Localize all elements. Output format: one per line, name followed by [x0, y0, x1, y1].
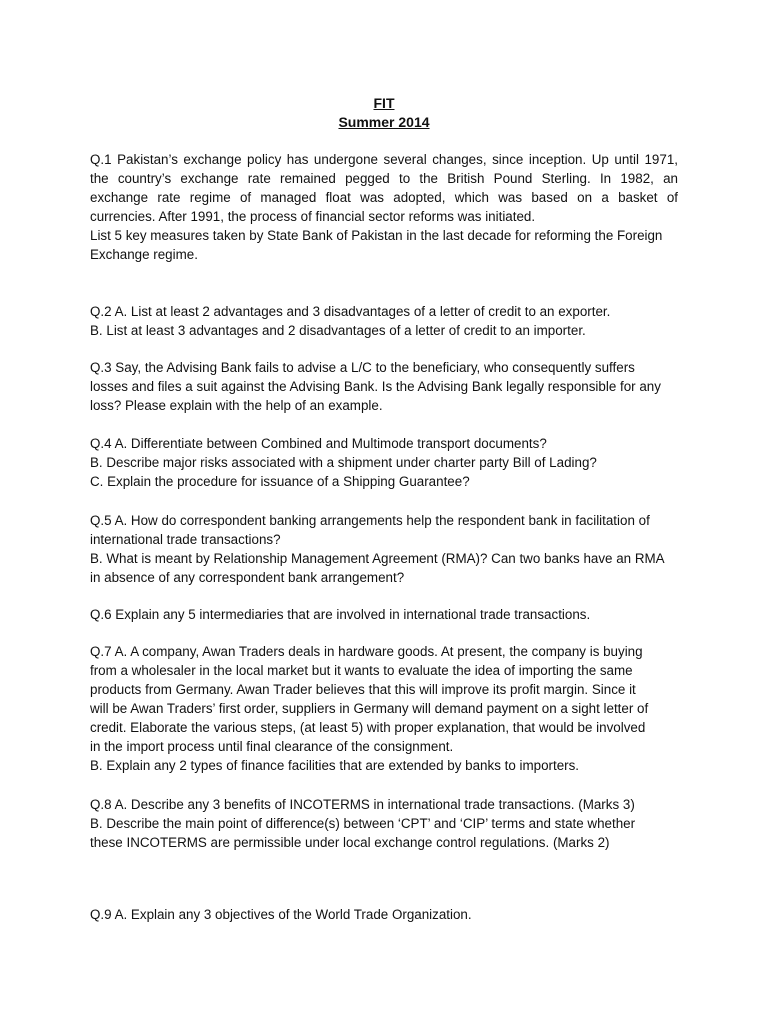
question-line: Q.9 A. Explain any 3 objectives of the World Trade Organization. — [90, 907, 472, 922]
question-8 — [90, 795, 678, 852]
question-4 — [90, 434, 678, 491]
question-line: B. Describe the main point of difference(s) between ‘CPT’ and ‘CIP’ terms and state whether — [90, 816, 636, 831]
question-line: currencies. After 1991, the process of financial sector reforms was initiated. — [90, 209, 536, 224]
question-line: Q.1 Pakistan’s exchange policy has undergone several changes, since inception. Up until 1971, — [90, 152, 678, 167]
question-line: exchange rate regime of managed float was adopted, which was based on a basket of — [90, 190, 678, 205]
question-line: B. Describe major risks associated with a shipment under charter party Bill of Lading? — [90, 455, 597, 470]
question-line: Q.8 A. Describe any 3 benefits of INCOTERMS in international trade transactions. (Marks 3) — [90, 797, 635, 812]
question-line: products from Germany. Awan Trader believes that this will improve its profit margin. Since it — [90, 682, 636, 697]
question-line: B. What is meant by Relationship Management Agreement (RMA)? Can two banks have an RMA — [90, 551, 665, 566]
question-line: B. List at least 3 advantages and 2 disadvantages of a letter of credit to an importer. — [90, 323, 586, 338]
question-line: in absence of any correspondent bank arrangement? — [90, 570, 405, 585]
question-line: will be Awan Traders’ first order, suppliers in Germany will demand payment on a sight letter of — [90, 701, 649, 716]
question-1 — [90, 150, 678, 264]
question-5 — [90, 511, 678, 587]
question-line: Q.7 A. A company, Awan Traders deals in hardware goods. At present, the company is buying — [90, 644, 643, 659]
question-2 — [90, 302, 678, 340]
question-9 — [90, 905, 678, 924]
question-line: List 5 key measures taken by State Bank of Pakistan in the last decade for reforming the Foreign — [90, 228, 663, 243]
question-line: these INCOTERMS are permissible under local exchange control regulations. (Marks 2) — [90, 835, 610, 850]
document-subtitle: Summer 2014 — [338, 114, 430, 130]
question-line: Q.3 Say, the Advising Bank fails to advise a L/C to the beneficiary, who consequently suffers — [90, 360, 635, 375]
question-line: Exchange regime. — [90, 247, 198, 262]
question-line: Q.2 A. List at least 2 advantages and 3 disadvantages of a letter of credit to an exporter. — [90, 304, 611, 319]
question-6 — [90, 605, 678, 624]
question-line: B. Explain any 2 types of finance facilities that are extended by banks to importers. — [90, 758, 580, 773]
question-line: Q.4 A. Differentiate between Combined and Multimode transport documents? — [90, 436, 547, 451]
question-line: from a wholesaler in the local market but it wants to evaluate the idea of importing the same — [90, 663, 633, 678]
document-title: FIT — [373, 95, 395, 111]
question-line: the country’s exchange rate remained pegged to the British Pound Sterling. In 1982, an — [90, 171, 678, 186]
question-line: Q.6 Explain any 5 intermediaries that are involved in international trade transactions. — [90, 607, 591, 622]
question-line: Q.5 A. How do correspondent banking arrangements help the respondent bank in facilitation of — [90, 513, 650, 528]
question-3 — [90, 358, 678, 415]
question-7 — [90, 642, 678, 775]
question-line: loss? Please explain with the help of an example. — [90, 398, 383, 413]
question-line: in the import process until final clearance of the consignment. — [90, 739, 454, 754]
question-line: losses and files a suit against the Advising Bank. Is the Advising Bank legally responsible for any — [90, 379, 661, 394]
question-line: C. Explain the procedure for issuance of a Shipping Guarantee? — [90, 474, 470, 489]
question-line: international trade transactions? — [90, 532, 281, 547]
question-line: credit. Elaborate the various steps, (at least 5) with proper explanation, that would be involved — [90, 720, 646, 735]
